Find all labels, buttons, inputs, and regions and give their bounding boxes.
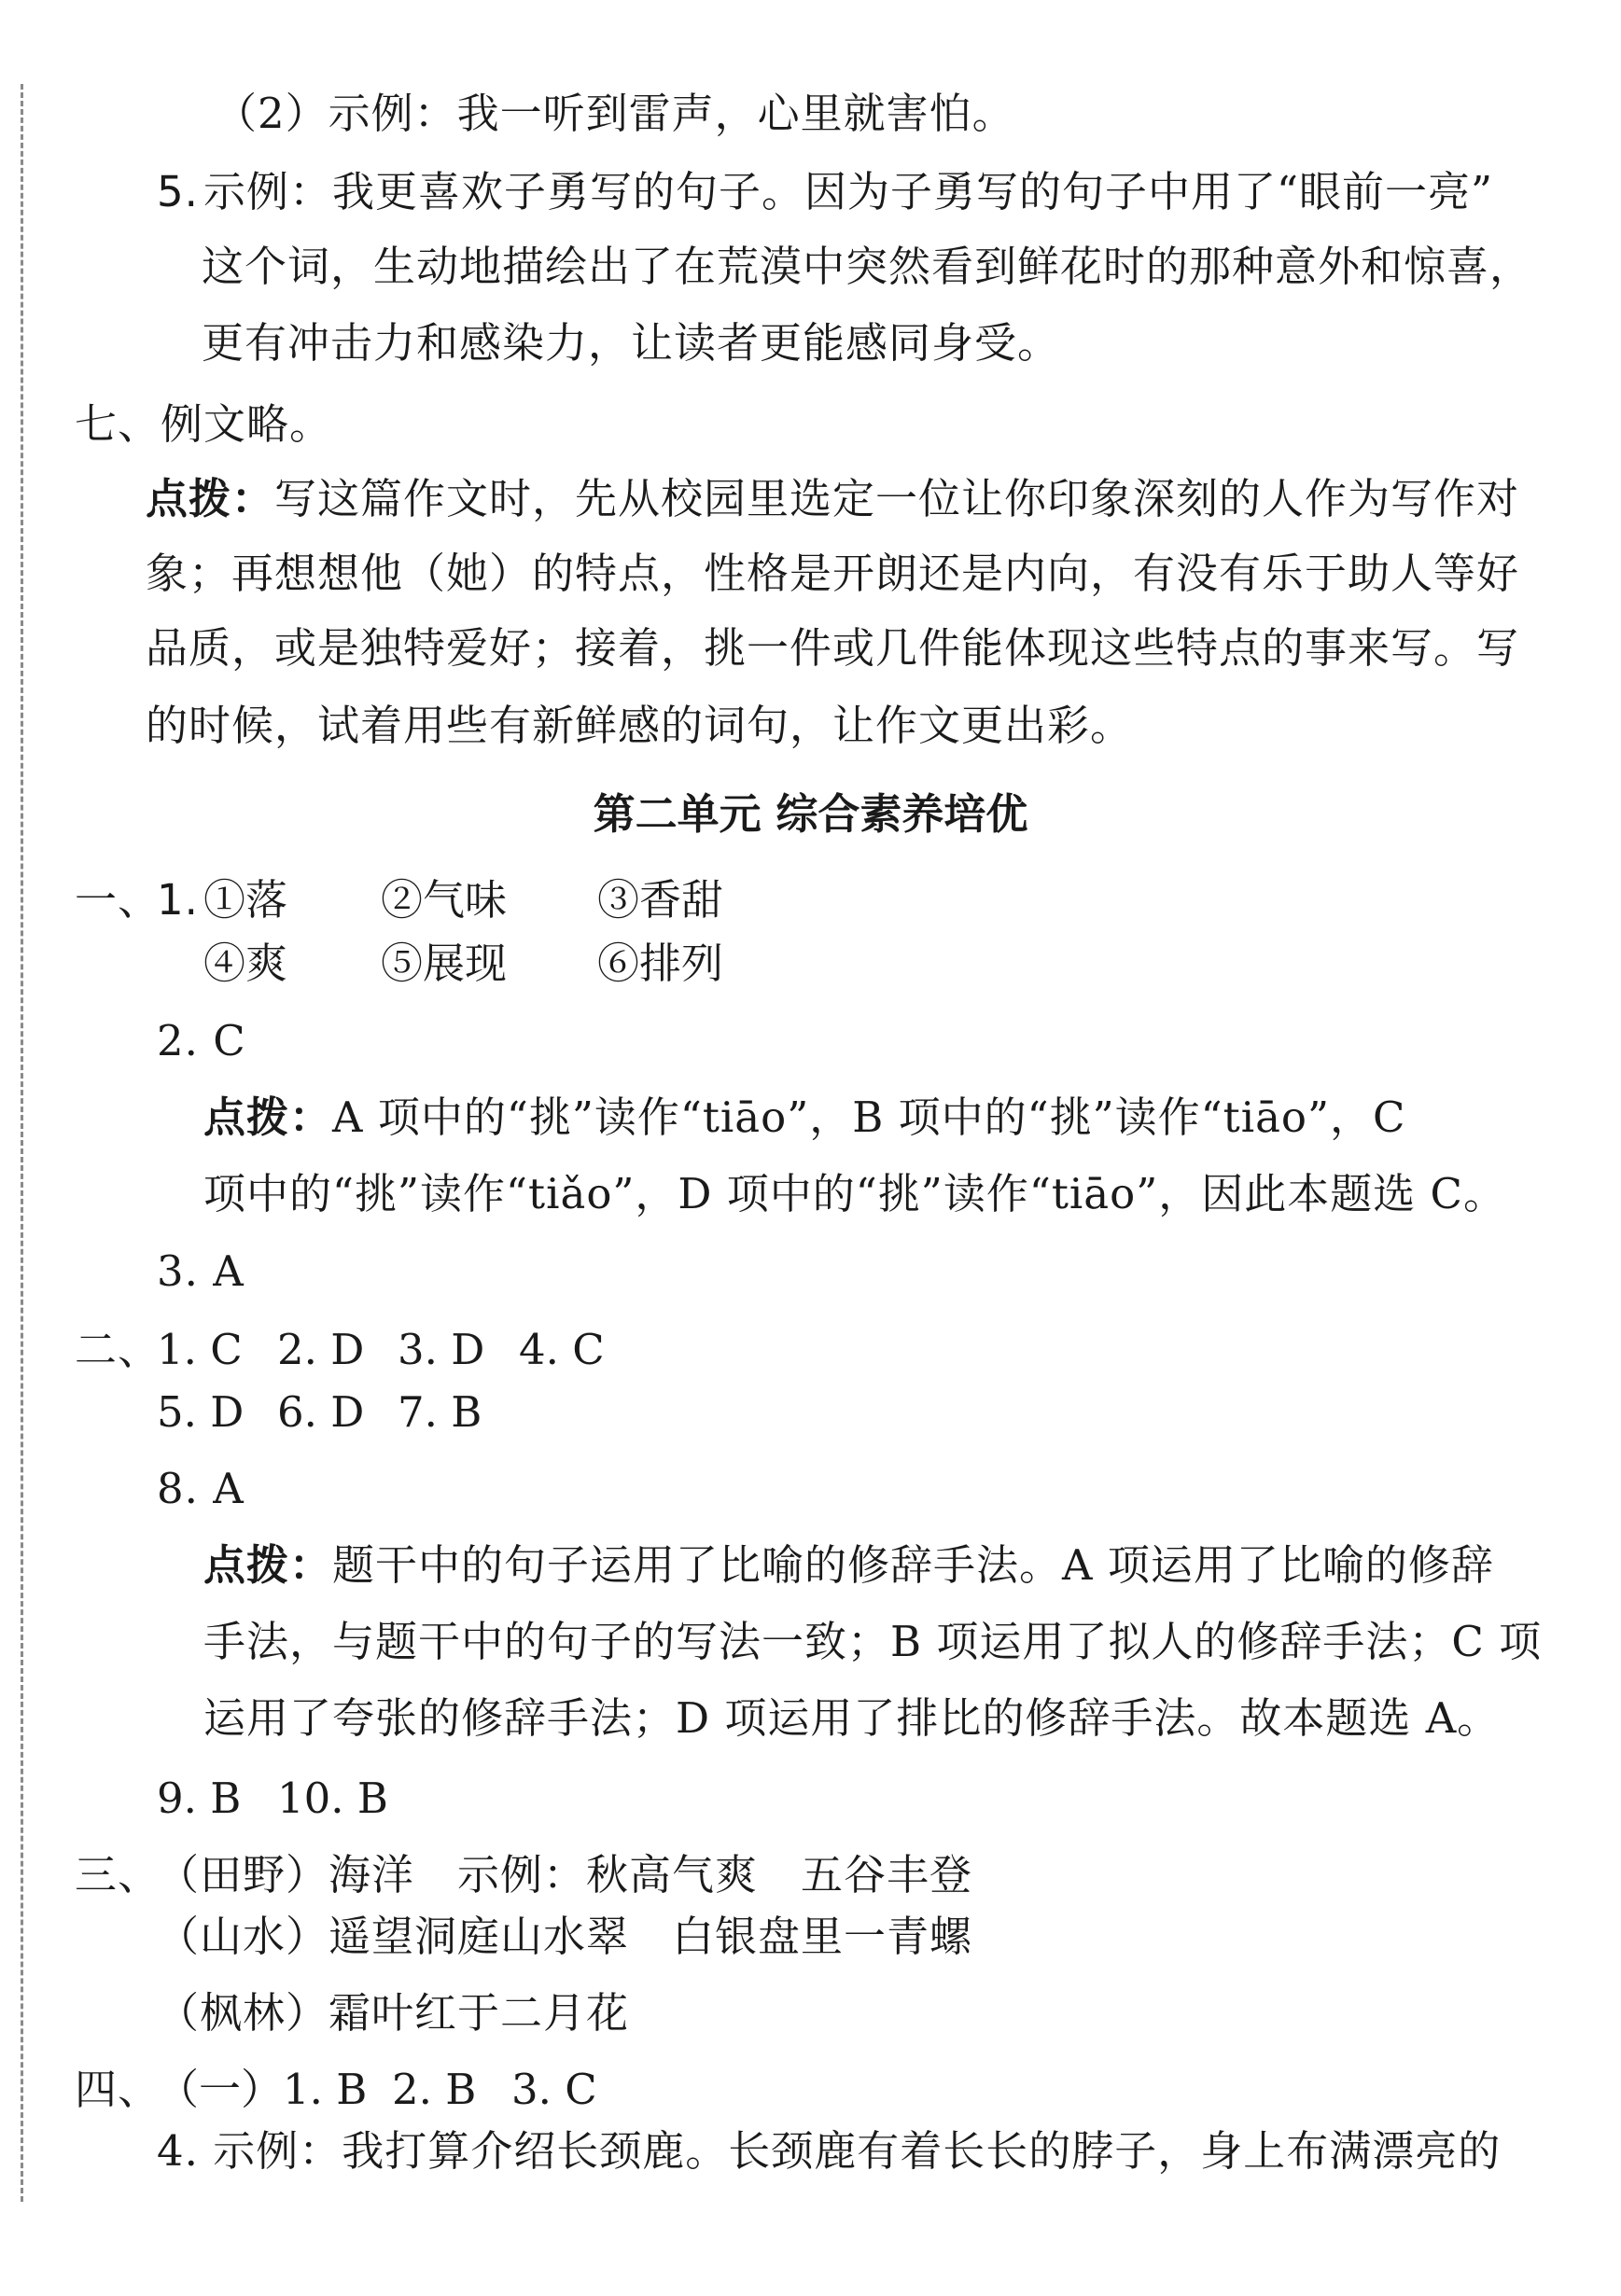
section-1-label: 一、 [75,875,161,925]
tip-label: 点拨： [146,474,275,523]
s3-line-2: （山水）遥望洞庭山水翠 白银盘里一青螺 [157,1912,973,1961]
s1-q1-item-1: ①落 [203,875,288,925]
s2-q8-answer: 8. A [157,1464,245,1513]
s4-answer-2: 2. B [392,2065,477,2114]
s2-answer-3: 3. D [398,1325,485,1374]
section-4-label: 四、 [75,2065,161,2114]
s4-answer-1: （一）1. B [157,2065,368,2114]
s1-q2-answer: 2. C [157,1016,246,1065]
section-7-tip-line-2: 象；再想想他（她）的特点，性格是开朗还是内向，有没有乐于助人等好 [146,549,1520,598]
s1-q1-item-6: ⑥排列 [597,939,724,988]
section-7-tip-line-3: 品质，或是独特爱好；接着，挑一件或几件能体现这些特点的事来写。写 [146,623,1520,673]
section-7-tip-line-4: 的时候，试着用些有新鲜感的词句，让作文更出彩。 [146,701,1134,750]
s2-answer-1: 1. C [157,1325,243,1374]
section-7-label: 七、例文略。 [75,399,333,449]
s1-q3-answer: 3. A [157,1246,245,1296]
s2-q8-tip [203,1538,1494,1593]
s1-q1-item-4: ④爽 [203,939,288,988]
section-2-label: 二、 [75,1325,161,1374]
unit-title: 第二单元 综合素养培优 [593,789,1028,839]
s1-q2-tip [203,1090,1405,1146]
q5-line-1: 示例：我更喜欢子勇写的句子。因为子勇写的句子中用了“眼前一亮” [203,167,1494,216]
s2-q8-tip-line-2: 手法，与题干中的句子的写法一致；B 项运用了拟人的修辞手法；C 项 [203,1617,1543,1666]
s2-q8-tip-line-3: 运用了夸张的修辞手法；D 项运用了排比的修辞手法。故本题选 A。 [203,1693,1501,1743]
s2-answer-7: 7. B [398,1387,482,1437]
tip-label: 点拨： [203,1092,333,1142]
s1-q1-number: 1. [157,875,199,925]
s2-answer-9: 9. B [157,1774,242,1823]
section-3-label: 三、 [75,1850,161,1899]
s2-answer-2: 2. D [277,1325,365,1374]
s1-q2-tip-line-2: 项中的“挑”读作“tiǎo”，D 项中的“挑”读作“tiāo”，因此本题选 C。 [203,1169,1506,1218]
s3-line-1: （田野）海洋 示例：秋高气爽 五谷丰登 [157,1850,973,1899]
s1-q1-item-5: ⑤展现 [381,939,508,988]
s2-answer-5: 5. D [157,1387,245,1437]
binding-dashed-line [21,84,23,2202]
s4-answer-3: 3. C [511,2065,597,2114]
s4-q4-line-1: 4. 示例：我打算介绍长颈鹿。长颈鹿有着长长的脖子，身上布满漂亮的 [157,2126,1502,2176]
tip-line-1: 题干中的句子运用了比喻的修辞手法。A 项运用了比喻的修辞 [332,1540,1494,1590]
s2-answer-10: 10. B [277,1774,388,1823]
s1-q1-item-3: ③香甜 [597,875,724,925]
q5-line-3: 更有冲击力和感染力，让读者更能感同身受。 [202,318,1061,368]
tip-label: 点拨： [203,1540,333,1590]
q5-number: 5. [157,167,199,216]
s1-q1-item-2: ②气味 [381,875,508,925]
tip-line-1: A 项中的“挑”读作“tiāo”，B 项中的“挑”读作“tiāo”，C [332,1092,1406,1142]
s2-answer-6: 6. D [277,1387,365,1437]
s3-line-3: （枫林）霜叶红于二月花 [157,1988,630,2038]
q5-line-2: 这个词，生动地描绘出了在荒漠中突然看到鲜花时的那种意外和惊喜， [202,242,1533,291]
tip-line-1: 写这篇作文时，先从校园里选定一位让你印象深刻的人作为写作对 [274,474,1520,523]
s2-answer-4: 4. C [519,1325,605,1374]
section-7-tip [146,471,1519,527]
q4-2-answer: （2）示例：我一听到雷声，心里就害怕。 [215,89,1015,138]
